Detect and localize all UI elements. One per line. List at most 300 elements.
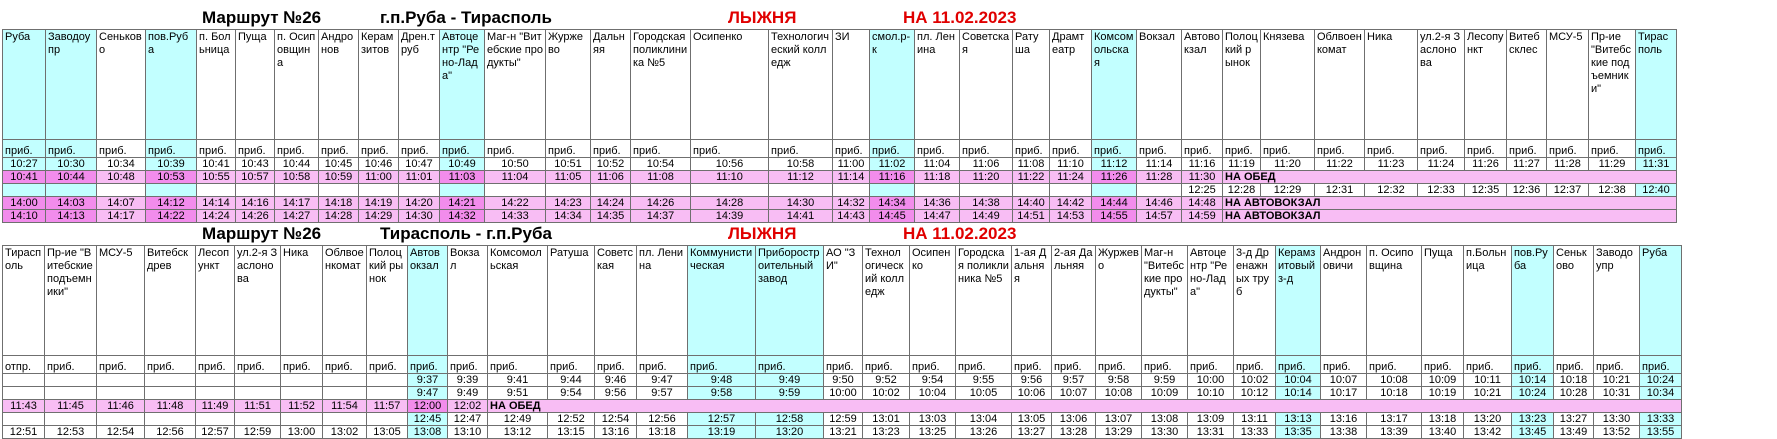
- time-cell[interactable]: 10:41: [197, 158, 236, 171]
- time-cell[interactable]: [915, 184, 960, 197]
- time-cell[interactable]: 14:28: [319, 210, 359, 223]
- time-cell[interactable]: 14:30: [769, 197, 833, 210]
- stop-name[interactable]: Автовокзал: [1182, 30, 1223, 140]
- arrival-type-cell[interactable]: приб.: [359, 140, 399, 158]
- time-cell[interactable]: 14:07: [97, 197, 146, 210]
- stop-name[interactable]: Маг-н "Витебские продукты": [485, 30, 546, 140]
- time-cell[interactable]: 10:09: [1142, 387, 1188, 400]
- stop-name[interactable]: Приборостроительный завод: [756, 246, 824, 356]
- stop-name[interactable]: Комсомольская: [1092, 30, 1137, 140]
- time-cell[interactable]: 14:36: [915, 197, 960, 210]
- time-cell[interactable]: 10:19: [1422, 387, 1464, 400]
- time-cell[interactable]: 13:45: [1512, 426, 1554, 439]
- time-cell[interactable]: 13:19: [688, 426, 756, 439]
- time-cell[interactable]: 9:56: [1012, 374, 1052, 387]
- time-cell[interactable]: 10:05: [956, 387, 1012, 400]
- arrival-type-cell[interactable]: приб.: [488, 356, 548, 374]
- stop-name[interactable]: Керамзитовый з-д: [1276, 246, 1321, 356]
- time-cell[interactable]: 11:18: [915, 171, 960, 184]
- time-cell[interactable]: 14:46: [1137, 197, 1182, 210]
- time-cell[interactable]: 13:20: [756, 426, 824, 439]
- stop-name[interactable]: ЗИ: [833, 30, 870, 140]
- arrival-type-cell[interactable]: приб.: [1092, 140, 1137, 158]
- stop-name[interactable]: Автовокзал: [408, 246, 448, 356]
- stop-name[interactable]: Осипенко: [910, 246, 956, 356]
- stop-name[interactable]: п. Осиповщина: [1367, 246, 1422, 356]
- time-cell[interactable]: 10:10: [1188, 387, 1234, 400]
- time-cell[interactable]: 12:57: [688, 413, 756, 426]
- time-cell[interactable]: 14:49: [960, 210, 1013, 223]
- time-cell[interactable]: 12:47: [448, 413, 488, 426]
- arrival-type-cell[interactable]: приб.: [1013, 140, 1050, 158]
- time-cell[interactable]: 10:45: [319, 158, 359, 171]
- time-cell[interactable]: 11:03: [440, 171, 485, 184]
- time-cell[interactable]: [1050, 184, 1092, 197]
- stop-name[interactable]: Полоцкий рынок: [1223, 30, 1261, 140]
- stop-name[interactable]: Пр-ие "Витебские подъемники": [1589, 30, 1636, 140]
- time-cell[interactable]: [367, 387, 408, 400]
- time-cell[interactable]: [769, 184, 833, 197]
- stop-name[interactable]: смол.р-к: [870, 30, 915, 140]
- stop-name[interactable]: Лесопункт: [196, 246, 235, 356]
- time-cell[interactable]: 11:24: [1418, 158, 1465, 171]
- time-cell[interactable]: 9:50: [824, 374, 863, 387]
- time-cell[interactable]: 10:08: [1096, 387, 1142, 400]
- time-cell[interactable]: [145, 374, 196, 387]
- time-cell[interactable]: 12:37: [1547, 184, 1589, 197]
- time-cell[interactable]: 10:00: [824, 387, 863, 400]
- time-cell[interactable]: 10:41: [3, 171, 46, 184]
- time-cell[interactable]: 11:54: [323, 400, 367, 413]
- time-cell[interactable]: 11:19: [1223, 158, 1261, 171]
- time-cell[interactable]: 10:50: [485, 158, 546, 171]
- time-cell[interactable]: 10:27: [3, 158, 46, 171]
- arrival-type-cell[interactable]: приб.: [637, 356, 688, 374]
- arrival-type-cell[interactable]: приб.: [235, 356, 281, 374]
- arrival-type-cell[interactable]: приб.: [319, 140, 359, 158]
- time-cell[interactable]: [281, 387, 323, 400]
- time-cell[interactable]: 9:59: [1142, 374, 1188, 387]
- time-cell[interactable]: 11:49: [196, 400, 235, 413]
- time-cell[interactable]: 13:02: [323, 426, 367, 439]
- stop-name[interactable]: Заводоупр: [46, 30, 97, 140]
- time-cell[interactable]: 12:35: [1465, 184, 1507, 197]
- time-cell[interactable]: 12:02: [448, 400, 488, 413]
- time-cell[interactable]: 14:23: [546, 197, 591, 210]
- arrival-type-cell[interactable]: приб.: [1050, 140, 1092, 158]
- time-cell[interactable]: 13:08: [408, 426, 448, 439]
- arrival-type-cell[interactable]: приб.: [1315, 140, 1365, 158]
- time-cell[interactable]: 12:59: [824, 413, 863, 426]
- arrival-type-cell[interactable]: приб.: [863, 356, 910, 374]
- time-cell[interactable]: [275, 184, 319, 197]
- time-cell[interactable]: 13:05: [367, 426, 408, 439]
- stop-name[interactable]: 1-ая Дальняя: [1012, 246, 1052, 356]
- time-cell[interactable]: 13:08: [1142, 413, 1188, 426]
- stop-name[interactable]: Заводоупр: [1594, 246, 1640, 356]
- arrival-type-cell[interactable]: приб.: [197, 140, 236, 158]
- time-cell[interactable]: 12:56: [145, 426, 196, 439]
- time-cell[interactable]: 10:58: [769, 158, 833, 171]
- time-cell[interactable]: 12:32: [1365, 184, 1418, 197]
- stop-name[interactable]: Маг-н "Витебские продукты": [1142, 246, 1188, 356]
- time-cell[interactable]: 11:00: [359, 171, 399, 184]
- time-cell[interactable]: 10:14: [1276, 387, 1321, 400]
- time-cell[interactable]: [591, 184, 631, 197]
- time-cell[interactable]: 11:24: [1050, 171, 1092, 184]
- time-cell[interactable]: 14:14: [197, 197, 236, 210]
- time-cell[interactable]: 12:36: [1507, 184, 1547, 197]
- time-cell[interactable]: [281, 374, 323, 387]
- time-cell[interactable]: 10:53: [146, 171, 197, 184]
- arrival-type-cell[interactable]: приб.: [769, 140, 833, 158]
- stop-name[interactable]: Пуща: [236, 30, 275, 140]
- time-cell[interactable]: [196, 374, 235, 387]
- time-cell[interactable]: 13:39: [1367, 426, 1422, 439]
- time-cell[interactable]: 14:30: [399, 210, 440, 223]
- arrival-type-cell[interactable]: приб.: [45, 356, 97, 374]
- stop-name[interactable]: Коммунистическая: [688, 246, 756, 356]
- time-cell[interactable]: 13:25: [910, 426, 956, 439]
- time-cell[interactable]: [691, 184, 769, 197]
- arrival-type-cell[interactable]: приб.: [1554, 356, 1594, 374]
- time-cell[interactable]: [833, 184, 870, 197]
- arrival-type-cell[interactable]: приб.: [1640, 356, 1682, 374]
- arrival-type-cell[interactable]: приб.: [448, 356, 488, 374]
- arrival-type-cell[interactable]: приб.: [756, 356, 824, 374]
- stop-name[interactable]: Тирасполь: [1636, 30, 1677, 140]
- time-cell[interactable]: 9:55: [956, 374, 1012, 387]
- arrival-type-cell[interactable]: приб.: [960, 140, 1013, 158]
- time-cell[interactable]: 11:27: [1507, 158, 1547, 171]
- time-cell[interactable]: 9:54: [910, 374, 956, 387]
- time-cell[interactable]: 13:28: [1052, 426, 1096, 439]
- time-cell[interactable]: [196, 387, 235, 400]
- time-cell[interactable]: 12:59: [235, 426, 281, 439]
- arrival-type-cell[interactable]: приб.: [546, 140, 591, 158]
- stop-name[interactable]: Журжево: [546, 30, 591, 140]
- time-cell[interactable]: [323, 387, 367, 400]
- time-cell[interactable]: 11:10: [691, 171, 769, 184]
- time-cell[interactable]: 9:44: [548, 374, 595, 387]
- time-cell[interactable]: 13:00: [281, 426, 323, 439]
- time-cell[interactable]: 13:07: [1096, 413, 1142, 426]
- time-cell[interactable]: 10:54: [631, 158, 691, 171]
- time-cell[interactable]: 10:30: [46, 158, 97, 171]
- time-cell[interactable]: 13:23: [863, 426, 910, 439]
- time-cell[interactable]: 14:42: [1050, 197, 1092, 210]
- time-cell[interactable]: [1092, 184, 1137, 197]
- arrival-type-cell[interactable]: приб.: [1223, 140, 1261, 158]
- time-cell[interactable]: 12:49: [488, 413, 548, 426]
- time-cell[interactable]: 14:18: [319, 197, 359, 210]
- arrival-type-cell[interactable]: приб.: [1547, 140, 1589, 158]
- time-cell[interactable]: 14:17: [275, 197, 319, 210]
- arrival-type-cell[interactable]: приб.: [910, 356, 956, 374]
- stop-name[interactable]: Витебсклес: [1507, 30, 1547, 140]
- time-cell[interactable]: 14:48: [1182, 197, 1223, 210]
- time-cell[interactable]: 14:35: [591, 210, 631, 223]
- time-cell[interactable]: 14:39: [691, 210, 769, 223]
- time-cell[interactable]: 10:21: [1594, 374, 1640, 387]
- time-cell[interactable]: 13:52: [1594, 426, 1640, 439]
- time-cell[interactable]: 10:39: [146, 158, 197, 171]
- time-cell[interactable]: [235, 374, 281, 387]
- time-cell[interactable]: 10:31: [1594, 387, 1640, 400]
- time-cell[interactable]: [323, 413, 367, 426]
- stop-name[interactable]: ул.2-я Заслонова: [235, 246, 281, 356]
- stop-name[interactable]: Технологический колледж: [769, 30, 833, 140]
- stop-name[interactable]: Князева: [1261, 30, 1315, 140]
- time-cell[interactable]: 10:02: [863, 387, 910, 400]
- time-cell[interactable]: 13:04: [956, 413, 1012, 426]
- arrival-type-cell[interactable]: приб.: [1321, 356, 1367, 374]
- arrival-type-cell[interactable]: приб.: [1052, 356, 1096, 374]
- time-cell[interactable]: 13:29: [1096, 426, 1142, 439]
- time-cell[interactable]: 9:58: [688, 387, 756, 400]
- time-cell[interactable]: 14:45: [870, 210, 915, 223]
- time-cell[interactable]: 13:35: [1276, 426, 1321, 439]
- stop-name[interactable]: Андроновичи: [1321, 246, 1367, 356]
- time-cell[interactable]: [359, 184, 399, 197]
- time-cell[interactable]: 13:10: [448, 426, 488, 439]
- arrival-type-cell[interactable]: приб.: [1418, 140, 1465, 158]
- time-cell[interactable]: 13:30: [1594, 413, 1640, 426]
- time-cell[interactable]: 9:46: [595, 374, 637, 387]
- time-cell[interactable]: 13:18: [1422, 413, 1464, 426]
- time-cell[interactable]: 12:25: [1182, 184, 1223, 197]
- time-cell[interactable]: 11:08: [1013, 158, 1050, 171]
- time-cell[interactable]: 14:38: [960, 197, 1013, 210]
- time-cell[interactable]: 14:40: [1013, 197, 1050, 210]
- time-cell[interactable]: 12:40: [1636, 184, 1677, 197]
- time-cell[interactable]: 13:16: [1321, 413, 1367, 426]
- time-cell[interactable]: 10:18: [1367, 387, 1422, 400]
- stop-name[interactable]: Ратуша: [1013, 30, 1050, 140]
- stop-name[interactable]: Городская поликлиника №5: [956, 246, 1012, 356]
- time-cell[interactable]: 13:31: [1188, 426, 1234, 439]
- stop-name[interactable]: Сеньково: [97, 30, 146, 140]
- arrival-type-cell[interactable]: приб.: [485, 140, 546, 158]
- arrival-type-cell[interactable]: приб.: [1276, 356, 1321, 374]
- stop-name[interactable]: Городская поликлиника №5: [631, 30, 691, 140]
- time-cell[interactable]: 14:12: [146, 197, 197, 210]
- stop-name[interactable]: пов.Руба: [1512, 246, 1554, 356]
- time-cell[interactable]: 13:15: [548, 426, 595, 439]
- time-cell[interactable]: 10:57: [236, 171, 275, 184]
- time-cell[interactable]: 10:07: [1321, 374, 1367, 387]
- time-cell[interactable]: 11:23: [1365, 158, 1418, 171]
- arrival-type-cell[interactable]: приб.: [145, 356, 196, 374]
- time-cell[interactable]: 14:32: [833, 197, 870, 210]
- arrival-type-cell[interactable]: приб.: [1636, 140, 1677, 158]
- time-cell[interactable]: 12:33: [1418, 184, 1465, 197]
- time-cell[interactable]: 14:16: [236, 197, 275, 210]
- stop-name[interactable]: Ника: [281, 246, 323, 356]
- time-cell[interactable]: 11:30: [1182, 171, 1223, 184]
- stop-name[interactable]: Драмтеатр: [1050, 30, 1092, 140]
- time-cell[interactable]: 9:56: [595, 387, 637, 400]
- time-cell[interactable]: 12:00: [408, 400, 448, 413]
- trip-note[interactable]: НА АВТОВОКЗАЛ: [1223, 210, 1677, 223]
- time-cell[interactable]: 14:47: [915, 210, 960, 223]
- arrival-type-cell[interactable]: приб.: [1589, 140, 1636, 158]
- arrival-type-cell[interactable]: приб.: [1512, 356, 1554, 374]
- time-cell[interactable]: 10:09: [1422, 374, 1464, 387]
- arrival-type-cell[interactable]: приб.: [1367, 356, 1422, 374]
- time-cell[interactable]: 13:42: [1464, 426, 1512, 439]
- time-cell[interactable]: 10:21: [1464, 387, 1512, 400]
- time-cell[interactable]: 14:44: [1092, 197, 1137, 210]
- arrival-type-cell[interactable]: приб.: [548, 356, 595, 374]
- time-cell[interactable]: [97, 413, 145, 426]
- time-cell[interactable]: 10:14: [1512, 374, 1554, 387]
- time-cell[interactable]: 10:04: [910, 387, 956, 400]
- time-cell[interactable]: 10:34: [1640, 387, 1682, 400]
- time-cell[interactable]: 11:26: [1465, 158, 1507, 171]
- arrival-type-cell[interactable]: приб.: [275, 140, 319, 158]
- time-cell[interactable]: 11:43: [3, 400, 45, 413]
- time-cell[interactable]: [145, 387, 196, 400]
- time-cell[interactable]: [367, 374, 408, 387]
- time-cell[interactable]: 11:02: [870, 158, 915, 171]
- time-cell[interactable]: 9:58: [1096, 374, 1142, 387]
- stop-name[interactable]: Облвоенкомат: [1315, 30, 1365, 140]
- time-cell[interactable]: 13:05: [1012, 413, 1052, 426]
- stop-name[interactable]: Облвоенкомат: [323, 246, 367, 356]
- stop-name[interactable]: Пр-ие "Витебские подъемники": [45, 246, 97, 356]
- time-cell[interactable]: 9:59: [756, 387, 824, 400]
- time-cell[interactable]: 13:55: [1640, 426, 1682, 439]
- time-cell[interactable]: 14:24: [591, 197, 631, 210]
- time-cell[interactable]: [97, 184, 146, 197]
- time-cell[interactable]: 11:46: [97, 400, 145, 413]
- time-cell[interactable]: 14:27: [275, 210, 319, 223]
- time-cell[interactable]: 10:00: [1188, 374, 1234, 387]
- stop-name[interactable]: Дальняя: [591, 30, 631, 140]
- time-cell[interactable]: 13:23: [1512, 413, 1554, 426]
- time-cell[interactable]: 12:52: [548, 413, 595, 426]
- time-cell[interactable]: [281, 413, 323, 426]
- time-cell[interactable]: 13:27: [1012, 426, 1052, 439]
- stop-name[interactable]: Вокзал: [448, 246, 488, 356]
- time-cell[interactable]: [46, 184, 97, 197]
- time-cell[interactable]: 12:29: [1261, 184, 1315, 197]
- time-cell[interactable]: 9:49: [448, 387, 488, 400]
- time-cell[interactable]: [235, 413, 281, 426]
- stop-name[interactable]: Осипенко: [691, 30, 769, 140]
- stop-name[interactable]: Лесопункт: [1465, 30, 1507, 140]
- time-cell[interactable]: 10:51: [546, 158, 591, 171]
- time-cell[interactable]: 13:26: [956, 426, 1012, 439]
- time-cell[interactable]: 11:22: [1013, 171, 1050, 184]
- time-cell[interactable]: 14:26: [236, 210, 275, 223]
- stop-name[interactable]: Советская: [960, 30, 1013, 140]
- arrival-type-cell[interactable]: приб.: [631, 140, 691, 158]
- time-cell[interactable]: [45, 374, 97, 387]
- time-cell[interactable]: 9:48: [688, 374, 756, 387]
- stop-name[interactable]: Керамзитов: [359, 30, 399, 140]
- time-cell[interactable]: 10:34: [97, 158, 146, 171]
- time-cell[interactable]: [3, 413, 45, 426]
- arrival-type-cell[interactable]: приб.: [236, 140, 275, 158]
- time-cell[interactable]: 14:33: [485, 210, 546, 223]
- time-cell[interactable]: 11:16: [870, 171, 915, 184]
- time-cell[interactable]: 12:45: [408, 413, 448, 426]
- time-cell[interactable]: 10:48: [97, 171, 146, 184]
- stop-name[interactable]: АО "ЗИ": [824, 246, 863, 356]
- time-cell[interactable]: 14:41: [769, 210, 833, 223]
- stop-name[interactable]: МСУ-5: [1547, 30, 1589, 140]
- arrival-type-cell[interactable]: приб.: [46, 140, 97, 158]
- time-cell[interactable]: 10:07: [1052, 387, 1096, 400]
- stop-name[interactable]: Советская: [595, 246, 637, 356]
- time-cell[interactable]: [440, 184, 485, 197]
- arrival-type-cell[interactable]: приб.: [833, 140, 870, 158]
- time-cell[interactable]: 14:00: [3, 197, 46, 210]
- time-cell[interactable]: 9:41: [488, 374, 548, 387]
- time-cell[interactable]: 9:54: [548, 387, 595, 400]
- time-cell[interactable]: 9:39: [448, 374, 488, 387]
- stop-name[interactable]: Журжево: [1096, 246, 1142, 356]
- stop-name[interactable]: п.Больница: [1464, 246, 1512, 356]
- stop-name[interactable]: Автоцентр "Рено-Лада": [1188, 246, 1234, 356]
- arrival-type-cell[interactable]: приб.: [146, 140, 197, 158]
- time-cell[interactable]: 11:26: [1092, 171, 1137, 184]
- arrival-type-cell[interactable]: приб.: [1137, 140, 1182, 158]
- time-cell[interactable]: 14:03: [46, 197, 97, 210]
- time-cell[interactable]: 13:17: [1367, 413, 1422, 426]
- time-cell[interactable]: 11:52: [281, 400, 323, 413]
- arrival-type-cell[interactable]: приб.: [824, 356, 863, 374]
- time-cell[interactable]: 10:58: [275, 171, 319, 184]
- arrival-type-cell[interactable]: приб.: [915, 140, 960, 158]
- time-cell[interactable]: 12:54: [595, 413, 637, 426]
- time-cell[interactable]: 14:13: [46, 210, 97, 223]
- arrival-type-cell[interactable]: приб.: [1422, 356, 1464, 374]
- arrival-type-cell[interactable]: приб.: [1465, 140, 1507, 158]
- time-cell[interactable]: 9:47: [408, 387, 448, 400]
- stop-name[interactable]: 2-ая Дальняя: [1052, 246, 1096, 356]
- time-cell[interactable]: 10:17: [1321, 387, 1367, 400]
- time-cell[interactable]: [45, 387, 97, 400]
- arrival-type-cell[interactable]: приб.: [97, 140, 146, 158]
- stop-name[interactable]: Руба: [3, 30, 46, 140]
- time-cell[interactable]: 10:24: [1512, 387, 1554, 400]
- trip-note[interactable]: НА ОБЕД: [1223, 171, 1677, 184]
- time-cell[interactable]: 10:47: [399, 158, 440, 171]
- time-cell[interactable]: 9:57: [637, 387, 688, 400]
- time-cell[interactable]: 11:06: [960, 158, 1013, 171]
- arrival-type-cell[interactable]: отпр.: [3, 356, 45, 374]
- stop-name[interactable]: Технологический колледж: [863, 246, 910, 356]
- time-cell[interactable]: 11:45: [45, 400, 97, 413]
- time-cell[interactable]: 11:00: [833, 158, 870, 171]
- time-cell[interactable]: 13:06: [1052, 413, 1096, 426]
- time-cell[interactable]: 11:22: [1315, 158, 1365, 171]
- time-cell[interactable]: 14:53: [1050, 210, 1092, 223]
- time-cell[interactable]: 14:34: [546, 210, 591, 223]
- arrival-type-cell[interactable]: приб.: [1182, 140, 1223, 158]
- time-cell[interactable]: 10:11: [1464, 374, 1512, 387]
- time-cell[interactable]: 11:12: [769, 171, 833, 184]
- time-cell[interactable]: 10:44: [46, 171, 97, 184]
- time-cell[interactable]: 9:49: [756, 374, 824, 387]
- stop-name[interactable]: Андронов: [319, 30, 359, 140]
- arrival-type-cell[interactable]: приб.: [688, 356, 756, 374]
- stop-name[interactable]: Тирасполь: [3, 246, 45, 356]
- time-cell[interactable]: [3, 374, 45, 387]
